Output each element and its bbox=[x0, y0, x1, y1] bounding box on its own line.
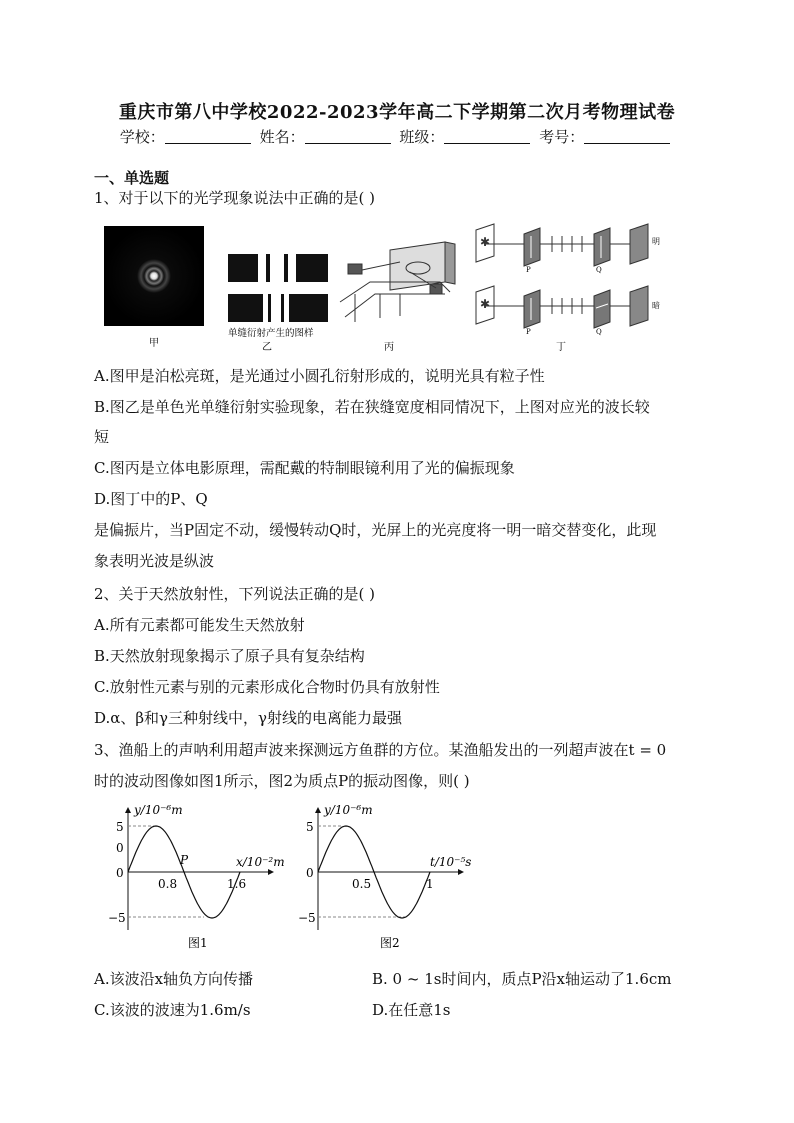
q1-option-a[interactable]: A.图甲是泊松亮斑，是光通过小圆孔衍射形成的，说明光具有粒子性 bbox=[94, 367, 545, 385]
q1-option-b-cont: 短 bbox=[94, 428, 110, 446]
student-info-row bbox=[0, 126, 794, 147]
q2-stem: 2、关于天然放射性，下列说法正确的是( ) bbox=[94, 585, 376, 603]
wave-graph-fig1 bbox=[108, 803, 285, 950]
fig2-tick-05: 0.5 bbox=[352, 877, 372, 891]
fig-ding-label: 丁 bbox=[556, 342, 566, 353]
polarizer-setup-bottom bbox=[476, 286, 648, 328]
fig1-x-label: x/10⁻²m bbox=[236, 855, 285, 869]
stereo-projector-sketch bbox=[340, 242, 455, 322]
fig2-x-label: t/10⁻⁵s bbox=[430, 855, 472, 869]
fig1-tick-0-upper: 0 bbox=[116, 841, 124, 855]
vibration-graph-fig2 bbox=[298, 803, 471, 950]
q1-option-d[interactable]: D.图丁中的P、Q bbox=[94, 490, 208, 508]
fig-yi-label: 乙 bbox=[262, 342, 272, 353]
fig1-tick-5: 5 bbox=[116, 820, 124, 834]
polarizer-p-label-top: P bbox=[526, 266, 531, 274]
fig2-tick-5: 5 bbox=[306, 820, 314, 834]
q3-option-a[interactable]: A.该波沿x轴负方向传播 bbox=[94, 970, 254, 988]
q2-option-a[interactable]: A.所有元素都可能发生天然放射 bbox=[94, 616, 305, 634]
svg-text:✱: ✱ bbox=[480, 297, 491, 311]
q2-option-d[interactable]: D.α、β和γ三种射线中，γ射线的电离能力最强 bbox=[94, 709, 402, 727]
fig2-y-label: y/10⁻⁶m bbox=[324, 803, 373, 817]
fig1-tick-neg5: −5 bbox=[108, 911, 126, 925]
section-heading: 一、单选题 bbox=[94, 169, 170, 187]
fig-bing-label: 丙 bbox=[384, 342, 394, 353]
poisson-spot-image bbox=[104, 226, 204, 326]
polarizer-p-label-bottom: P bbox=[526, 328, 531, 336]
fig2-tick-0: 0 bbox=[306, 866, 314, 880]
q1-option-d-cont1: 是偏振片，当P固定不动，缓慢转动Q时，光屏上的光亮度将一明一暗交替变化，此现 bbox=[94, 521, 657, 539]
fig-yi-caption: 单缝衍射产生的图样 bbox=[228, 328, 314, 339]
q3-option-d[interactable]: D.在任意1s bbox=[372, 1001, 451, 1019]
q1-option-b[interactable]: B.图乙是单色光单缝衍射实验现象，若在狭缝宽度相同情况下，上图对应光的波长较 bbox=[94, 398, 650, 416]
dark-label: 暗 bbox=[652, 301, 660, 310]
fig1-tick-08: 0.8 bbox=[158, 877, 178, 891]
q1-stem: 1、对于以下的光学现象说法中正确的是( ) bbox=[94, 189, 376, 207]
polarizer-setup-top bbox=[476, 224, 648, 266]
school-label: 学校： bbox=[119, 128, 165, 146]
q1-option-c[interactable]: C.图丙是立体电影原理，需配戴的特制眼镜利用了光的偏振现象 bbox=[94, 459, 515, 477]
single-slit-patterns bbox=[228, 254, 328, 322]
exam-number-blank[interactable] bbox=[584, 129, 670, 144]
q3-stem-line1: 3、渔船上的声呐利用超声波来探测远方鱼群的方位。某渔船发出的一列超声波在t = 0 bbox=[94, 741, 667, 759]
class-blank[interactable] bbox=[444, 129, 530, 144]
exam-title: 重庆市第八中学校2022-2023学年高二下学期第二次月考物理试卷 bbox=[118, 102, 676, 123]
q3-option-c[interactable]: C.该波的波速为1.6m/s bbox=[94, 1001, 251, 1019]
polarizer-q-label-bottom: Q bbox=[596, 328, 602, 336]
q2-option-c[interactable]: C.放射性元素与别的元素形成化合物时仍具有放射性 bbox=[94, 678, 440, 696]
q1-figures bbox=[100, 222, 710, 357]
exam-number-label: 考号： bbox=[539, 128, 585, 146]
class-label: 班级： bbox=[399, 128, 445, 146]
fig2-tick-neg5: −5 bbox=[298, 911, 316, 925]
fig2-caption: 图2 bbox=[380, 936, 400, 950]
name-blank[interactable] bbox=[305, 129, 391, 144]
bright-label: 明 bbox=[652, 237, 660, 246]
fig2-tick-1: 1 bbox=[426, 877, 434, 891]
q3-graphs bbox=[108, 800, 498, 960]
fig1-caption: 图1 bbox=[188, 936, 208, 950]
school-blank[interactable] bbox=[165, 129, 251, 144]
fig1-point-p: P bbox=[180, 853, 189, 867]
name-label: 姓名： bbox=[259, 128, 305, 146]
fig1-y-label: y/10⁻⁶m bbox=[134, 803, 183, 817]
q2-option-b[interactable]: B.天然放射现象揭示了原子具有复杂结构 bbox=[94, 647, 365, 665]
fig1-tick-0-origin: 0 bbox=[116, 866, 124, 880]
fig1-tick-16: 1.6 bbox=[227, 877, 247, 891]
fig-jia-label: 甲 bbox=[149, 338, 159, 349]
polarizer-q-label-top: Q bbox=[596, 266, 602, 274]
svg-text:✱: ✱ bbox=[480, 235, 491, 249]
q3-option-b[interactable]: B. 0 ~ 1s时间内，质点P沿x轴运动了1.6cm bbox=[372, 970, 672, 988]
q3-stem-line2: 时的波动图像如图1所示，图2为质点P的振动图像，则( ) bbox=[94, 772, 470, 790]
q1-option-d-cont2: 象表明光波是纵波 bbox=[94, 552, 215, 570]
